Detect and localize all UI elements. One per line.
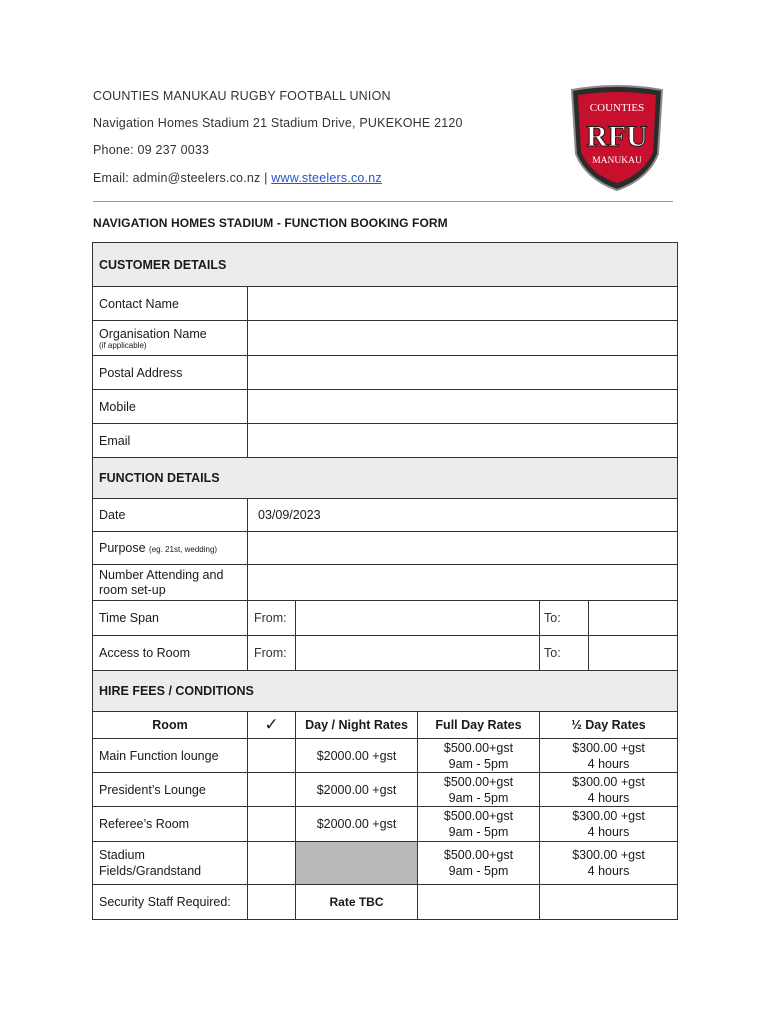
crfu-logo [568, 84, 666, 192]
col-daynight: Day / Night Rates [296, 712, 418, 739]
booking-form-table [92, 242, 678, 920]
room-name: President’s Lounge [93, 773, 248, 807]
halfday-hours: 4 hours [587, 756, 630, 771]
access-from-input[interactable] [296, 636, 540, 671]
purpose-input[interactable] [248, 532, 678, 565]
attending-input[interactable] [248, 565, 678, 601]
fullday-hours: 9am - 5pm [448, 790, 509, 805]
form-title: NAVIGATION HOMES STADIUM - FUNCTION BOOKING FORM [93, 216, 448, 230]
field-label: Postal Address [93, 356, 248, 390]
fullday-price: $500.00+gst [443, 740, 514, 755]
org-name-input[interactable] [248, 321, 678, 356]
room-checkbox[interactable] [248, 739, 296, 773]
access-to-group [540, 636, 678, 671]
org-name-note: (if applicable) [99, 340, 147, 350]
room-checkbox[interactable] [248, 842, 296, 885]
logo-top-text: COUNTIES [589, 102, 645, 114]
contact-name-input[interactable] [248, 287, 678, 321]
room-checkbox[interactable] [248, 807, 296, 842]
to-label: To: [544, 646, 561, 660]
row-mobile [93, 390, 678, 424]
field-label: Contact Name [93, 287, 248, 321]
fullday-hours: 9am - 5pm [448, 825, 509, 839]
room-name: Main Function lounge [93, 739, 248, 773]
security-label: Security Staff Required: [93, 885, 248, 920]
row-timespan [93, 601, 678, 636]
section-heading: CUSTOMER DETAILS [93, 243, 678, 287]
timespan-from-input[interactable] [296, 601, 540, 636]
mobile-input[interactable] [248, 390, 678, 424]
row-contact-name [93, 287, 678, 321]
row-access [93, 636, 678, 671]
section-heading: HIRE FEES / CONDITIONS [93, 671, 678, 712]
section-customer [93, 243, 678, 287]
purpose-note: (eg. 21st, wedding) [149, 545, 218, 554]
fullday-price: $500.00+gst [443, 774, 514, 789]
daynight-rate: $2000.00 +gst [296, 807, 418, 842]
section-hire [93, 671, 678, 712]
room-name: Stadium Fields/Grandstand [93, 842, 248, 885]
org-email-line [93, 171, 382, 185]
fullday-price: $500.00+gst [443, 809, 514, 823]
email-input[interactable] [248, 424, 678, 458]
fullday-rate [418, 739, 540, 773]
daynight-rate-unavailable [296, 842, 418, 885]
halfday-rate [540, 807, 678, 842]
logo-bottom-text: MANUKAU [592, 156, 642, 166]
field-label: Email [93, 424, 248, 458]
halfday-price: $300.00 +gst [572, 809, 645, 823]
hire-header-row [93, 712, 678, 739]
field-label: Number Attending and room set-up [93, 565, 248, 601]
halfday-hours: 4 hours [587, 825, 630, 839]
from-label: From: [248, 636, 296, 671]
halfday-price: $300.00 +gst [572, 740, 645, 755]
security-row [93, 885, 678, 920]
field-label [93, 532, 248, 565]
org-name-label: Organisation Name [99, 326, 207, 341]
row-email [93, 424, 678, 458]
row-attending [93, 565, 678, 601]
field-label: Time Span [93, 601, 248, 636]
halfday-rate [540, 773, 678, 807]
field-label [93, 321, 248, 356]
row-date [93, 499, 678, 532]
field-label: Access to Room [93, 636, 248, 671]
daynight-rate: $2000.00 +gst [296, 773, 418, 807]
from-label: From: [248, 601, 296, 636]
fullday-hours: 9am - 5pm [448, 864, 509, 878]
checkmark-icon: ✓ [248, 712, 296, 739]
halfday-price: $300.00 +gst [572, 774, 645, 789]
logo-mid-text: RFU [586, 120, 648, 153]
halfday-rate [540, 842, 678, 885]
org-email: Email: admin@steelers.co.nz | [93, 171, 272, 185]
fullday-rate [418, 773, 540, 807]
hire-row [93, 773, 678, 807]
col-halfday: ½ Day Rates [540, 712, 678, 739]
security-fullday-cell [418, 885, 540, 920]
purpose-label: Purpose [99, 541, 146, 555]
halfday-hours: 4 hours [587, 864, 630, 878]
field-label: Date [93, 499, 248, 532]
to-label: To: [544, 611, 561, 625]
fullday-price: $500.00+gst [443, 848, 514, 862]
hire-row [93, 739, 678, 773]
halfday-rate [540, 739, 678, 773]
org-address: Navigation Homes Stadium 21 Stadium Drive, PUKEKOHE 2120 [93, 116, 463, 130]
row-postal [93, 356, 678, 390]
daynight-rate: $2000.00 +gst [296, 739, 418, 773]
header-divider [93, 201, 673, 202]
timespan-to-input[interactable] [588, 601, 677, 635]
halfday-price: $300.00 +gst [572, 848, 645, 862]
row-purpose [93, 532, 678, 565]
hire-row [93, 807, 678, 842]
section-heading: FUNCTION DETAILS [93, 458, 678, 499]
hire-row [93, 842, 678, 885]
room-checkbox[interactable] [248, 773, 296, 807]
fullday-rate [418, 842, 540, 885]
col-fullday: Full Day Rates [418, 712, 540, 739]
fullday-hours: 9am - 5pm [448, 756, 509, 771]
website-link[interactable]: www.steelers.co.nz [271, 171, 382, 185]
security-halfday-cell [540, 885, 678, 920]
date-input[interactable]: 03/09/2023 [248, 499, 678, 532]
org-phone: Phone: 09 237 0033 [93, 143, 210, 157]
halfday-hours: 4 hours [587, 790, 630, 805]
security-checkbox[interactable] [248, 885, 296, 920]
field-label: Mobile [93, 390, 248, 424]
section-function [93, 458, 678, 499]
timespan-to-group [540, 601, 678, 636]
room-name: Referee’s Room [93, 807, 248, 842]
org-name: COUNTIES MANUKAU RUGBY FOOTBALL UNION [93, 89, 391, 103]
access-to-input[interactable] [588, 636, 677, 670]
fullday-rate [418, 807, 540, 842]
postal-address-input[interactable] [248, 356, 678, 390]
security-rate: Rate TBC [296, 885, 418, 920]
row-org-name [93, 321, 678, 356]
col-room: Room [93, 712, 248, 739]
